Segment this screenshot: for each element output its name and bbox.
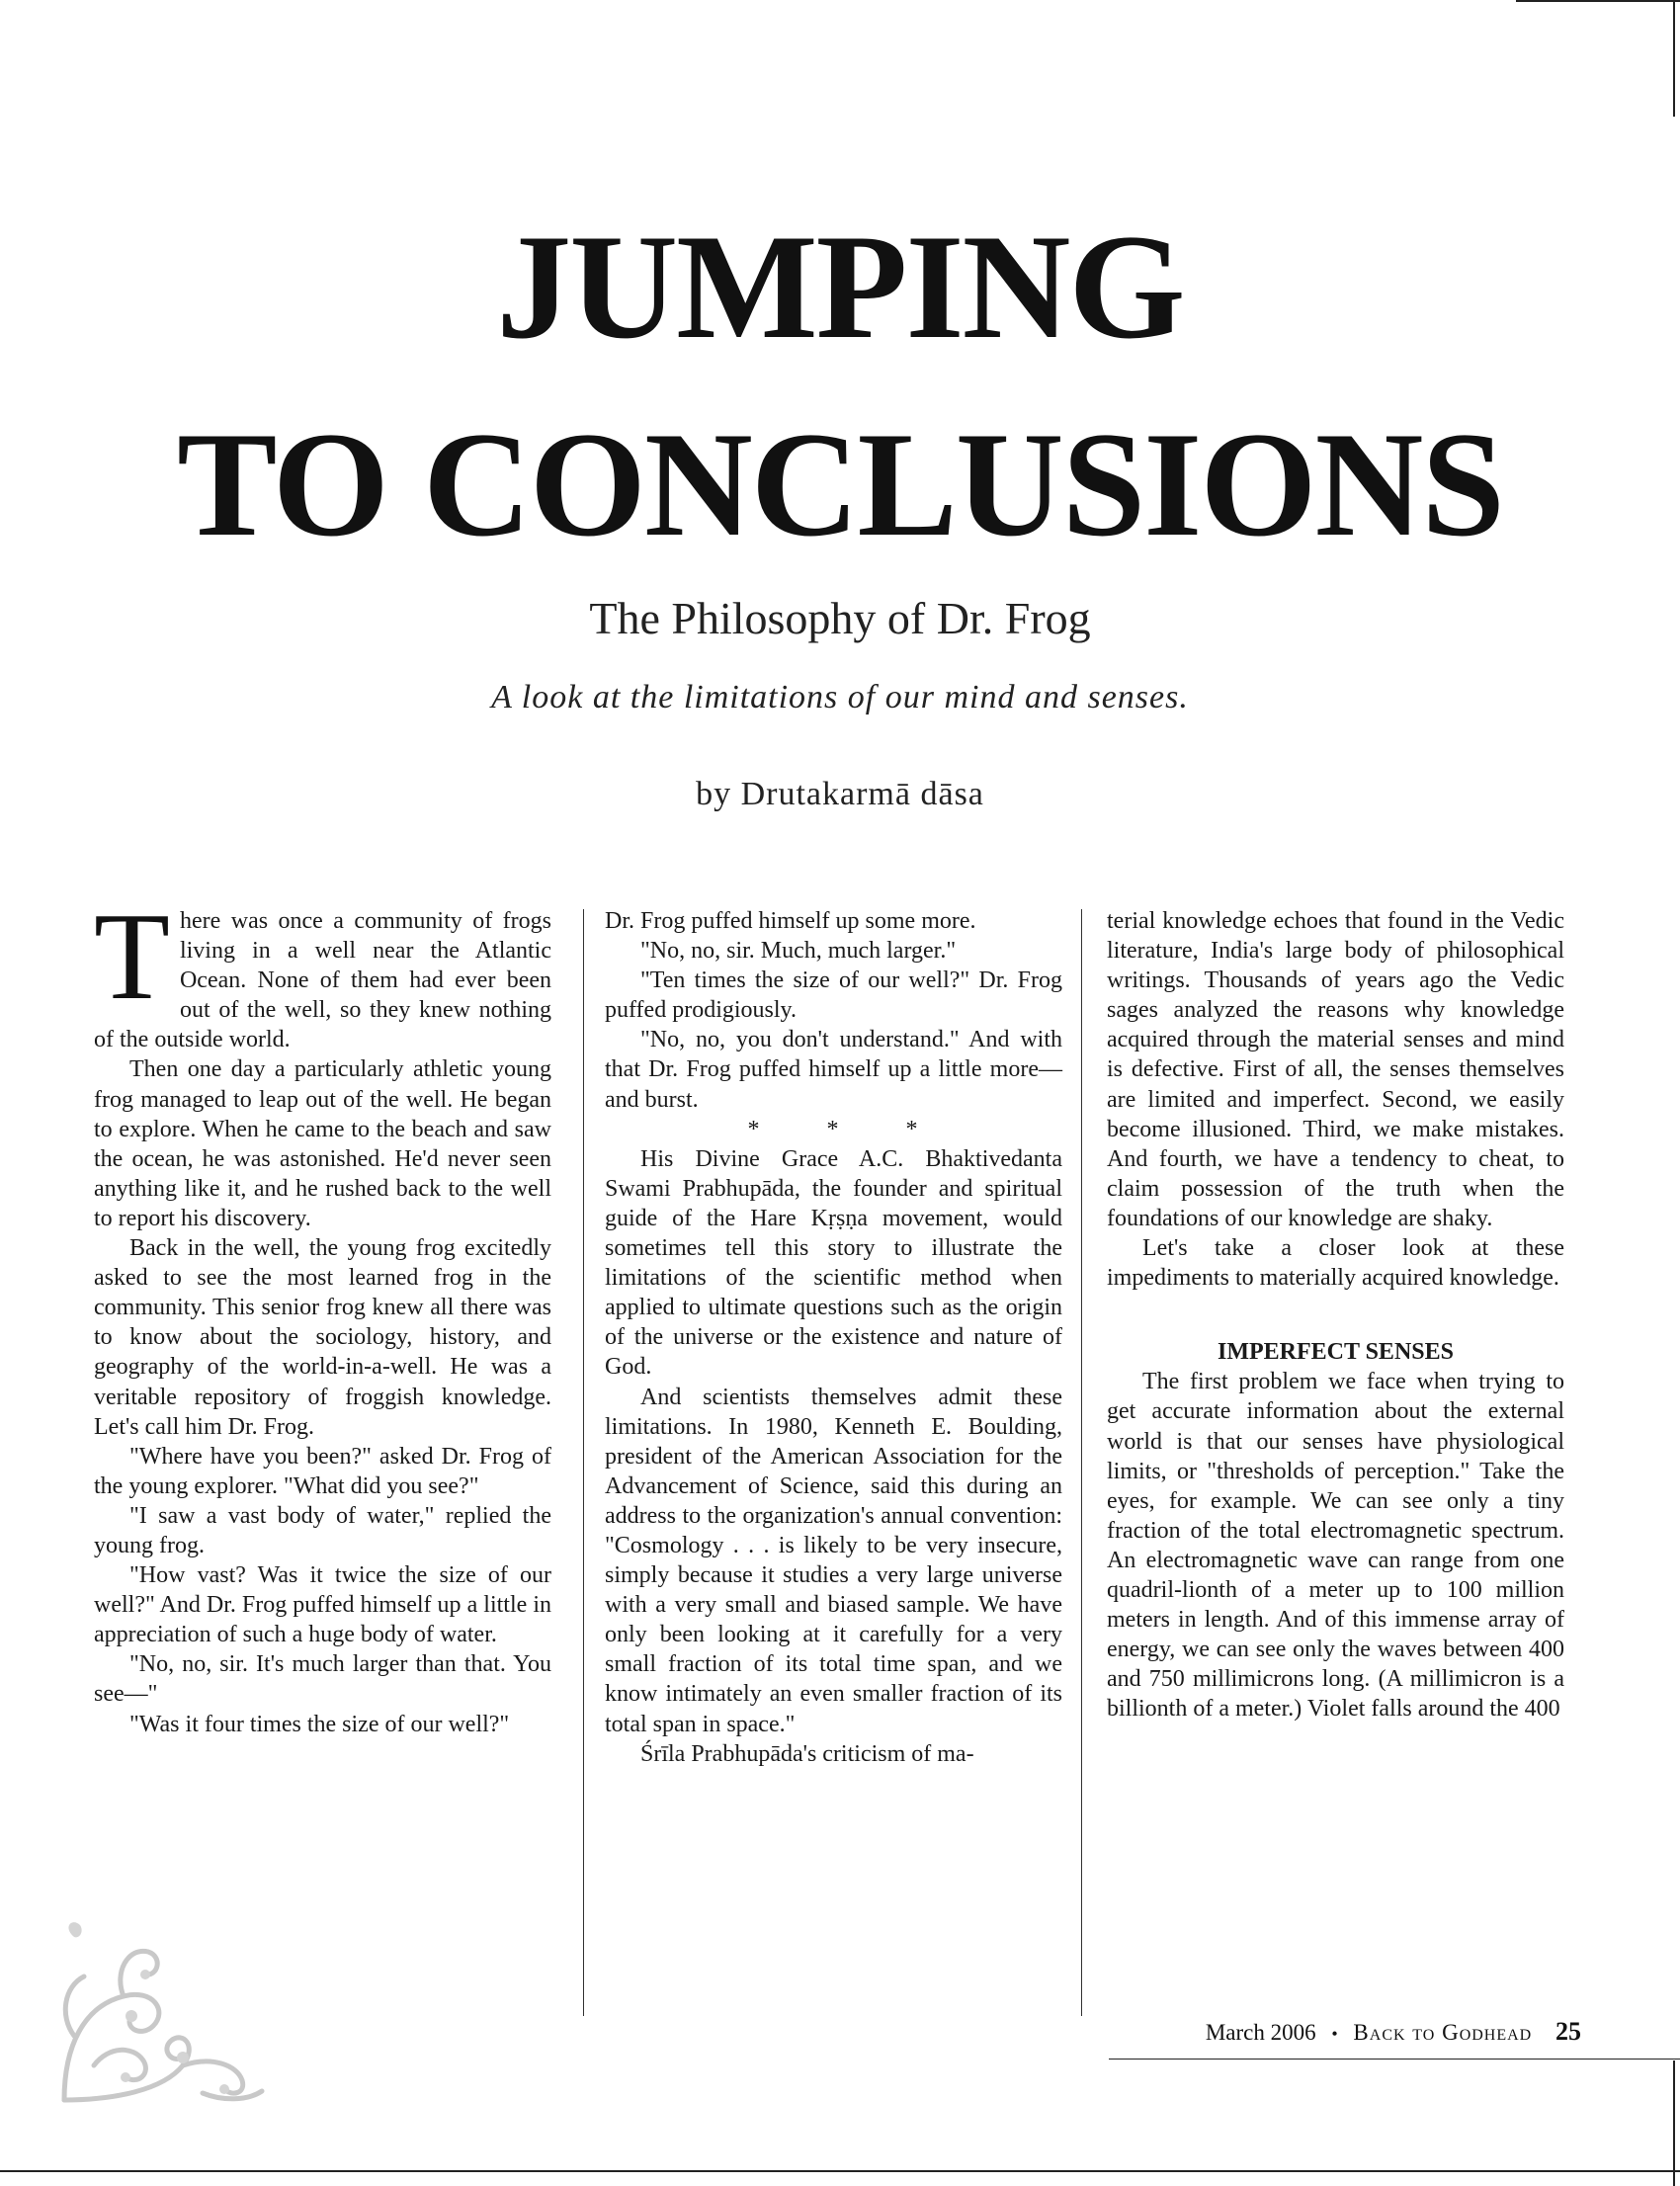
paragraph: Back in the well, the young frog excitedly asked to see the most learned frog in the community. This senior frog knew all there was to know about the sociology, history, and geography of the world-in-a-well. He was a veritable repository of froggish knowledge. Let's call him Dr. Frog.: [94, 1235, 551, 1440]
drop-cap: T: [94, 888, 170, 1026]
article-deck: A look at the limitations of our mind and senses.: [491, 679, 1189, 715]
paragraph: "I saw a vast body of water," replied the young frog.: [94, 1502, 551, 1558]
paragraph: And scientists themselves admit these limitations. In 1980, Kenneth E. Boulding, president of the American Association for the Advancement of Science, said this during an address to the organization's annual convention: "Cosmology . . . is likely to be very insecure, simply because it studies a very large universe with a very small and biased sample. We have only been looking at it carefully for a very small fraction of its total time span, and we know intimately an even smaller fraction of its total span in space.": [605, 1384, 1062, 1737]
paragraph: "No, no, sir. Much, much larger.": [640, 938, 957, 965]
magazine-name: Back to Godhead: [1353, 2020, 1533, 2045]
title-line-2: TO CONCLUSIONS: [177, 401, 1503, 567]
crop-mark-bottom: [0, 2170, 1680, 2172]
column-divider: [1081, 909, 1082, 2016]
crop-mark-right-bottom: [1673, 2060, 1675, 2186]
paragraph: "Was it four times the size of our well?": [129, 1711, 510, 1737]
paragraph: "Where have you been?" asked Dr. Frog of the young explorer. "What did you see?": [94, 1443, 551, 1499]
text-column-1: [94, 888, 551, 1739]
page-footer: [1107, 2012, 1581, 2052]
crop-mark-right-top: [1673, 0, 1675, 117]
text-column-3: [1107, 906, 1564, 1724]
crop-mark-top: [1516, 0, 1680, 2]
paragraph: "No, no, sir. It's much larger than that. You see—": [94, 1651, 551, 1708]
paragraph: His Divine Grace A.C. Bhaktivedanta Swami Prabhupāda, the founder and spiritual guide of the Hare Kṛṣṇa movement, would sometimes tell this story to illustrate the limitations of the scientific method when applied to ultimate questions such as the origin of the universe or the existence and nature of God.: [605, 1145, 1062, 1381]
paragraph: "No, no, you don't understand." And with that Dr. Frog puffed himself up a little more—and burst.: [605, 1027, 1062, 1113]
article-title: [0, 188, 1680, 583]
text-column-2: [605, 906, 1062, 1769]
column-divider: [583, 909, 584, 2016]
section-break-star: *: [826, 1116, 841, 1142]
paragraph: The first problem we face when trying to get accurate information about the external world is that our senses have physiological limits, or "thresholds of perception." Take the eyes, for example. We can see only a tiny fraction of the total electromagnetic spectrum. An electromagnetic wave can range from one quadril-lionth of a meter up to 100 million meters in length. And of this immense array of energy, we can see only the waves between 400 and 750 millimicrons long. (A millimicron is a billionth of a meter.) Violet falls around the 400: [1107, 1369, 1564, 1723]
section-break-star: *: [747, 1116, 762, 1142]
page-number: 25: [1555, 2017, 1581, 2046]
paragraph: Śrīla Prabhupāda's criticism of ma-: [640, 1740, 974, 1767]
article-byline: by Drutakarmā dāsa: [696, 776, 984, 812]
paragraph: "Ten times the size of our well?" Dr. Frog puffed prodigiously.: [605, 967, 1062, 1024]
article-subtitle: The Philosophy of Dr. Frog: [589, 593, 1091, 643]
paragraph: Dr. Frog puffed himself up some more.: [605, 908, 976, 934]
paragraph: terial knowledge echoes that found in the Vedic literature, India's large body of philosophical writings. Thousands of years ago the Vedic sages analyzed the reasons why knowledge acquired through the material senses and mind is defective. First of all, the senses themselves are limited and imperfect. Second, we easily become illusioned. Third, we make mistakes. And fourth, we have a tendency to cheat, to claim possession of the truth when the foundations of our knowledge are shaky.: [1107, 908, 1564, 1231]
floral-corner-ornament-icon: [54, 1917, 272, 2105]
paragraph-text: here was once a community of frogs living in a well near the Atlantic Ocean. None of them had ever been out of the well, so they knew nothing of the outside world.: [94, 908, 551, 1053]
issue-date: March 2006: [1205, 2020, 1316, 2045]
bullet-separator: •: [1331, 2024, 1338, 2044]
title-line-1: JUMPING: [496, 204, 1184, 370]
section-break-star: *: [905, 1116, 920, 1142]
paragraph: "How vast? Was it twice the size of our well?" And Dr. Frog puffed himself up a little in appreciation of such a huge body of water.: [94, 1562, 551, 1648]
footer-rule: [1109, 2059, 1680, 2060]
paragraph: Let's take a closer look at these impediments to materially acquired knowledge.: [1107, 1235, 1564, 1292]
section-break: [605, 1115, 1062, 1144]
paragraph: Then one day a particularly athletic young frog managed to leap out of the well. He began to explore. When he came to the beach and saw the ocean, he was astonished. He'd never seen anything like it, and he rushed back to the well to report his discovery.: [94, 1056, 551, 1231]
section-subhead: IMPERFECT SENSES: [1218, 1339, 1454, 1366]
paragraph: [94, 888, 551, 1054]
